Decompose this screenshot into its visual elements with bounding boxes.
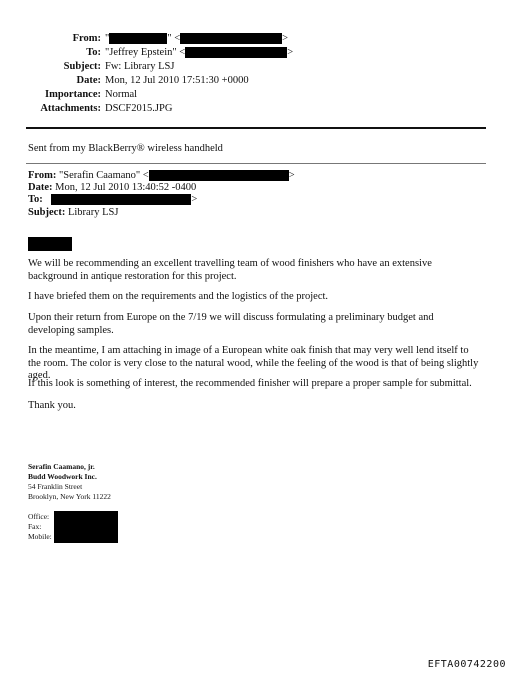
fwd-to-angle-close: > (287, 47, 294, 58)
body-paragraph-2: I have briefed them on the requirements and the logistics of the project. (28, 291, 329, 302)
orig-subject-label: Subject: (28, 207, 66, 218)
fwd-subject-label: Subject: (63, 61, 101, 72)
fwd-attachments-value[interactable]: DSCF2015.JPG (105, 103, 173, 114)
fwd-attachments-label: Attachments: (40, 103, 101, 114)
fwd-importance-value: Normal (105, 89, 138, 100)
orig-from-angle-close: > (288, 170, 295, 181)
signature-company: Budd Woodwork Inc. (28, 472, 97, 481)
fwd-date-value: Mon, 12 Jul 2010 17:51:30 +0000 (105, 75, 249, 86)
redaction-block (149, 170, 289, 181)
signature-office-label: Office: (28, 512, 50, 521)
fwd-subject-value: Fw: Library LSJ (105, 61, 175, 72)
header-divider (26, 127, 486, 129)
orig-to-row (28, 193, 197, 206)
orig-date-label: Date: (28, 182, 53, 193)
signature-name: Serafin Caamano, jr. (28, 462, 95, 471)
orig-to-angle-close: > (191, 194, 198, 205)
fwd-importance-label: Importance: (45, 89, 101, 100)
orig-subject-row (28, 206, 118, 219)
orig-date-value: Mon, 12 Jul 2010 13:40:52 -0400 (55, 182, 197, 193)
fwd-from-label: From: (72, 33, 101, 44)
redaction-block (185, 47, 287, 58)
signature-mobile-label: Mobile: (28, 532, 52, 541)
original-divider (26, 163, 486, 164)
orig-from-label: From: (28, 170, 57, 181)
body-paragraph-4: In the meantime, I am attaching in image of a European white oak finish that may very well lend itself to the room. The color is very close to the natural wood, while the feeling of the wood is that of being slightly aged. (28, 345, 479, 381)
redaction-block (180, 33, 282, 44)
orig-subject-value: Library LSJ (67, 207, 119, 218)
signature-fax-label: Fax: (28, 522, 42, 531)
redaction-block (51, 194, 191, 205)
fwd-date-label: Date: (76, 75, 101, 86)
redaction-block (109, 33, 167, 44)
fwd-to-name: "Jeffrey Epstein" < (105, 47, 186, 58)
body-paragraph-5: If this look is something of interest, the recommended finisher will prepare a proper sample for submittal. (28, 378, 472, 389)
body-paragraph-1: We will be recommending an excellent travelling team of wood finishers who have an extensive background in antique restoration for this project. (28, 258, 432, 282)
fwd-from-quote-close: " < (167, 33, 181, 44)
fwd-from-angle-close: > (282, 33, 289, 44)
signature-street: 54 Franklin Street (28, 482, 83, 491)
signature-city: Brooklyn, New York 11222 (28, 492, 111, 501)
fwd-from-value (105, 32, 288, 45)
redaction-block (28, 237, 72, 251)
sent-from-line: Sent from my BlackBerry® wireless handheld (28, 143, 223, 154)
fwd-to-value (105, 46, 293, 59)
redaction-block (54, 511, 118, 543)
orig-from-value: "Serafin Caamano" < (59, 170, 149, 181)
body-paragraph-6: Thank you. (28, 400, 76, 411)
fwd-from-quote-open: " (105, 33, 110, 44)
body-paragraph-3: Upon their return from Europe on the 7/19 we will discuss formulating a preliminary budget and developing samples. (28, 312, 434, 336)
orig-to-label: To: (28, 194, 43, 205)
fwd-to-label: To: (86, 47, 101, 58)
document-id: EFTA00742200 (427, 659, 506, 670)
